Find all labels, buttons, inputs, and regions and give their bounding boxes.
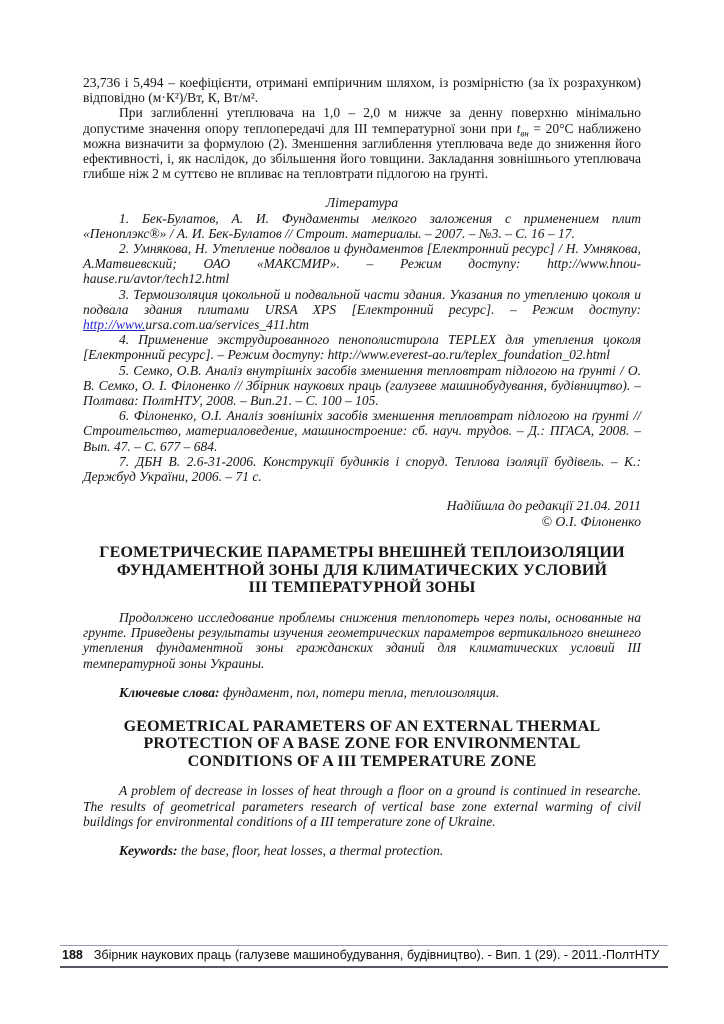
ru-keywords (83, 685, 641, 700)
literature-heading: Література (325, 195, 399, 211)
reference-item-1: 1. Бек-Булатов, А. И. Фундаменты мелкого заложения с применением плит «Пеноплэкс®» / А. И. Бек-Булатов // Строит. материалы. – 2007. – №3. – С. 16 – 17. (83, 210, 641, 241)
en-keywords-text: the base, floor, heat losses, a thermal protection. (177, 843, 444, 859)
en-title-line-3: CONDITIONS OF A III TEMPERATURE ZONE (187, 752, 537, 770)
en-title (83, 718, 641, 771)
en-abstract: A problem of decrease in losses of heat through a floor on a ground is continued in researche. The results of geometrical parameters research of vertical base zone external warming of civil buildings for environmental conditions of a III temperature zone of Ukraine. (83, 783, 641, 829)
en-keywords-label: Keywords: (119, 843, 178, 859)
ru-title-line-1: ГЕОМЕТРИЧЕСКИЕ ПАРАМЕТРЫ ВНЕШНЕЙ ТЕПЛОИЗОЛЯЦИИ (99, 544, 625, 562)
paragraph-text: При заглибленні утеплювача на 1,0 – 2,0 м нижче за денну поверхню мінімально допустиме значення опору теплопередачі для III температурної зони при (83, 105, 641, 136)
reference-item-5: 5. Семко, О.В. Аналіз внутрішніх засобів зменшення тепловтрат підлогою на ґрунті / О. В. Семко, О. І. Філоненко // Збірник наукових праць (галузеве машинобудування, будівництво). – Полтава: ПолтНТУ, 2008. – Вип.21. – С. 100 – 105. (83, 362, 641, 409)
paragraph-coefficients: 23,736 і 5,494 – коефіцієнти, отримані емпіричним шляхом, із розмірністю (за їх розрахунком) відповідно (м·К²)/Вт, К, Вт/м². (83, 75, 641, 106)
reference-item-4: 4. Применение экструдированного пенополистирола TEPLEX для утепления цоколя [Електронний ресурс]. – Режим доступу: http://www.everest-ao.ru/teplex_foundation_02.html (83, 332, 641, 363)
en-keywords (83, 843, 641, 858)
ru-keywords-label: Ключевые слова: (119, 684, 220, 700)
ru-abstract: Продолжено исследование проблемы снижения теплопотерь через полы, основанные на грунте. Приведены результаты изучения геометрических параметров вертикального внешнего утепления фундаментной зоны гражданских зданий для климатических условий III температурной зоны Украины. (83, 609, 641, 671)
reference-text: 3. Термоизоляция цокольной и подвальной части здания. Указания по утеплению цоколя и подвала здания плитами URSA XPS [Електронний ресурс]. – Режим доступу: (83, 286, 641, 317)
variable-t: t (516, 120, 521, 136)
page-content (83, 75, 641, 858)
reference-item-2: 2. Умнякова, Н. Утепление подвалов и фундаментов [Електронний ресурс] / Н. Умнякова, А.Матвиевский; ОАО «МАКСМИР». – Режим доступу: http://www.hnou-hause.ru/avtor/tech12.html (83, 241, 641, 287)
page-footer (60, 945, 668, 968)
en-title-line-2: PROTECTION OF A BASE ZONE FOR ENVIRONMENTAL (143, 735, 581, 753)
paragraph-text: = 20°С наближено можна визначити за формулою (2). Зменшення заглиблення утеплювача веде до зниження його ефективності, і, як наслідок, до збільшення його товщини. Закладання зовнішнього утеплювача глибше ніж 2 м суттєво не впливає на тепловтрати підлогою на ґрунті. (83, 120, 642, 182)
paragraph-insulation-depth (83, 105, 641, 181)
ru-title-line-2: ФУНДАМЕНТНОЙ ЗОНЫ ДЛЯ КЛИМАТИЧЕСКИХ УСЛОВИЙ (116, 561, 608, 579)
ru-title-line-3: III ТЕМПЕРАТУРНОЙ ЗОНЫ (248, 579, 476, 597)
ru-title (83, 544, 641, 597)
page-number: 188 (62, 948, 83, 962)
ru-keywords-text: фундамент, пол, потери тепла, теплоизоляция. (219, 684, 500, 700)
reference-text: ursa.com.ua/services_411.htm (145, 317, 309, 333)
reference-url-link[interactable]: http://www. (83, 317, 146, 333)
received-date: Надійшла до редакції 21.04. 2011 (446, 498, 641, 514)
reference-item-6: 6. Філоненко, О.І. Аналіз зовнішніх засобів зменшення тепловтрат підлогою на ґрунті // Строительство, материаловедение, машиностроение: сб. науч. трудов. – Д.: ПГАСА, 2008. – Вып. 47. – С. 677 – 684. (83, 408, 641, 454)
copyright-author: © О.І. Філоненко (541, 513, 641, 529)
footer-journal-info: Збірник наукових праць (галузеве машинобудування, будівництво). - Вип. 1 (29). - 2011.-ПолтНТУ (93, 948, 660, 962)
reference-item-3 (83, 287, 641, 333)
variable-t-subscript: вн (520, 128, 529, 139)
received-block (83, 498, 641, 529)
en-title-line-1: GEOMETRICAL PARAMETERS OF AN EXTERNAL THERMAL (123, 717, 601, 735)
reference-item-7: 7. ДБН В. 2.6-31-2006. Конструкції будинків і споруд. Теплова ізоляції будівель. – К.: Держбуд України, 2006. – 71 с. (83, 453, 641, 485)
